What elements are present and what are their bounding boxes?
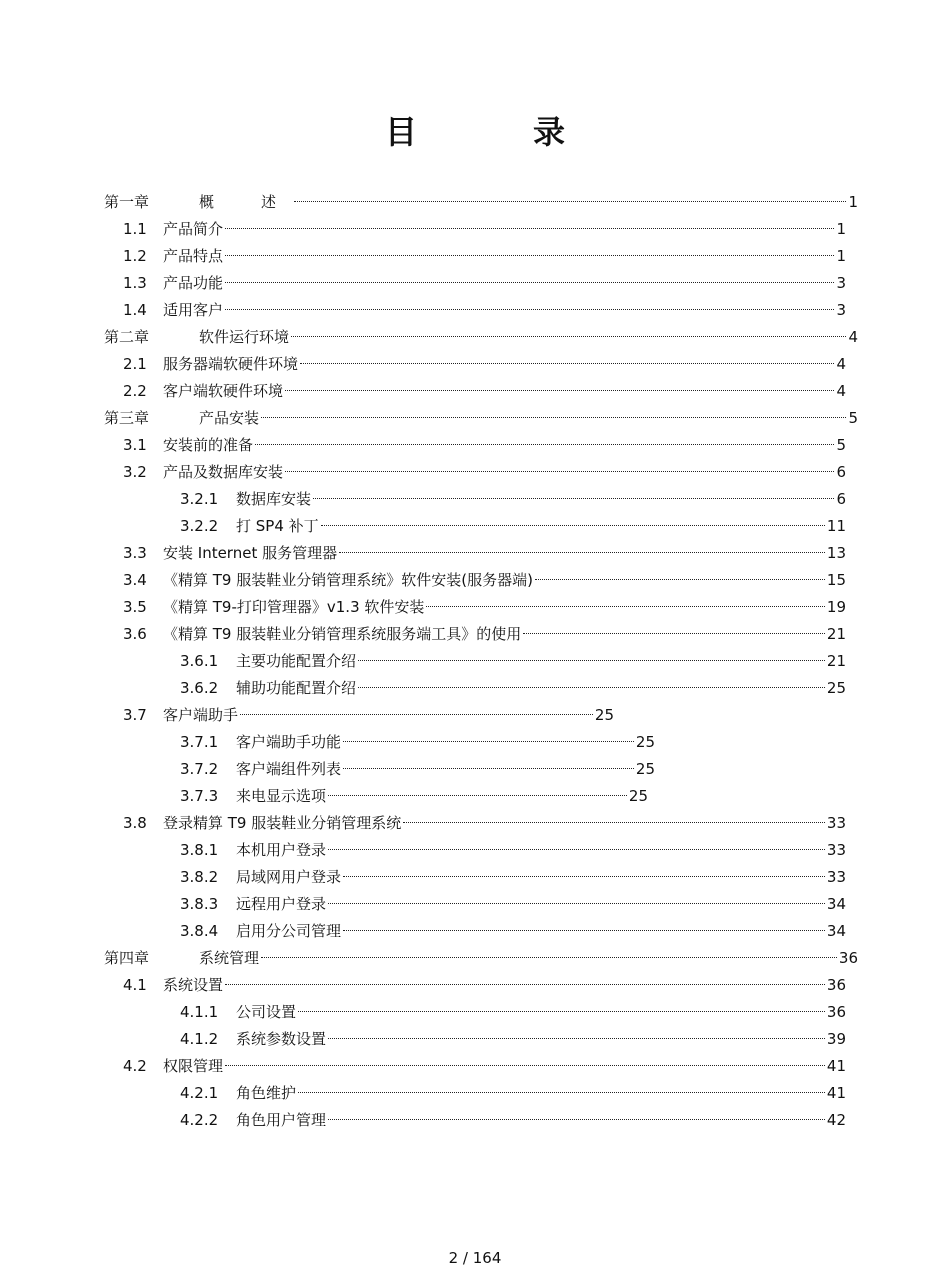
- dot-leader: [285, 374, 834, 396]
- toc-entry-page: 33: [826, 868, 846, 886]
- dot-leader: [298, 1076, 825, 1098]
- toc-entry-title: 局域网用户登录: [236, 868, 342, 886]
- toc-entry-page: 1: [848, 193, 858, 211]
- toc-entry-number: 3.6.2: [180, 679, 219, 697]
- dot-leader: [328, 833, 825, 855]
- toc-entry-number: 3.4: [123, 571, 147, 589]
- toc-entry-number: 4.2: [123, 1057, 147, 1075]
- toc-entry[interactable]: [104, 320, 858, 346]
- toc-entry[interactable]: [123, 293, 846, 319]
- toc-entry-page: 13: [826, 544, 846, 562]
- toc-entry-number: 3.8.2: [180, 868, 219, 886]
- toc-entry[interactable]: [123, 698, 614, 724]
- toc-entry-page: 15: [826, 571, 846, 589]
- dot-leader: [261, 401, 846, 423]
- toc-entry-title: 来电显示选项: [236, 787, 327, 805]
- toc-entry-number: 3.5: [123, 598, 147, 616]
- toc-entry-title: 角色维护: [236, 1084, 297, 1102]
- toc-entry-title: 安装前的准备: [163, 436, 254, 454]
- toc-entry-page: 25: [635, 760, 655, 778]
- dot-leader: [426, 590, 825, 612]
- toc-entry[interactable]: [180, 752, 655, 778]
- toc-entry[interactable]: [123, 347, 846, 373]
- toc-entry-number: 3.7.2: [180, 760, 219, 778]
- toc-entry[interactable]: [123, 536, 846, 562]
- toc-entry-page: 25: [628, 787, 648, 805]
- toc-entry-number: 3.6.1: [180, 652, 219, 670]
- toc-entry-title: 本机用户登录: [236, 841, 327, 859]
- toc-entry-page: 6: [836, 463, 846, 481]
- toc-entry-title: 产品特点: [163, 247, 224, 265]
- toc-entry-page: 3: [836, 274, 846, 292]
- dot-leader: [343, 860, 825, 882]
- toc-entry-page: 42: [826, 1111, 846, 1129]
- toc-entry-number: 3.8.3: [180, 895, 219, 913]
- toc-entry-title: 产品简介: [163, 220, 224, 238]
- dot-leader: [339, 536, 825, 558]
- dot-leader: [328, 887, 825, 909]
- dot-leader: [321, 509, 825, 531]
- toc-entry-page: 25: [635, 733, 655, 751]
- toc-entry-page: 34: [826, 922, 846, 940]
- dot-leader: [535, 563, 825, 585]
- toc-entry-title: 权限管理: [163, 1057, 224, 1075]
- dot-leader: [298, 995, 825, 1017]
- toc-entry[interactable]: [123, 806, 846, 832]
- toc-entry-page: 6: [836, 490, 846, 508]
- toc-entry-number: 3.2: [123, 463, 147, 481]
- dot-leader: [328, 1103, 825, 1125]
- toc-entry-page: 25: [594, 706, 614, 724]
- toc-entry[interactable]: [123, 968, 846, 994]
- toc-entry[interactable]: [123, 266, 846, 292]
- toc-entry-title: 安装 Internet 服务管理器: [163, 544, 338, 562]
- toc-entry-number: 3.8: [123, 814, 147, 832]
- dot-leader: [343, 914, 825, 936]
- toc-entry-number: 3.1: [123, 436, 147, 454]
- toc-entry-title: 主要功能配置介绍: [236, 652, 357, 670]
- toc-entry-page: 25: [826, 679, 846, 697]
- toc-entry-title: 客户端软硬件环境: [163, 382, 284, 400]
- toc-entry-title: 《精算 T9-打印管理器》v1.3 软件安装: [163, 598, 425, 616]
- toc-entry-title: 客户端组件列表: [236, 760, 342, 778]
- dot-leader: [225, 1049, 825, 1071]
- toc-entry-number: 4.1: [123, 976, 147, 994]
- toc-entry-title: 《精算 T9 服装鞋业分销管理系统服务端工具》的使用: [163, 625, 522, 643]
- toc-entry-page: 4: [836, 355, 846, 373]
- toc-entry-number: 3.2.1: [180, 490, 219, 508]
- toc-entry[interactable]: [123, 563, 846, 589]
- toc-entry[interactable]: [180, 1076, 846, 1102]
- toc-entry-number: 3.8.4: [180, 922, 219, 940]
- toc-entry-page: 5: [848, 409, 858, 427]
- dot-leader: [300, 347, 834, 369]
- dot-leader: [261, 941, 837, 963]
- toc-entry[interactable]: [123, 1049, 846, 1075]
- dot-leader: [358, 644, 825, 666]
- toc-entry[interactable]: [123, 617, 846, 643]
- toc-entry-number: 2.1: [123, 355, 147, 373]
- toc-entry-page: 21: [826, 625, 846, 643]
- toc-entry[interactable]: [180, 995, 846, 1021]
- toc-entry[interactable]: [180, 725, 655, 751]
- toc-entry[interactable]: [104, 401, 858, 427]
- dot-leader: [255, 428, 834, 450]
- toc-entry-page: 1: [836, 247, 846, 265]
- dot-leader: [294, 185, 846, 207]
- dot-leader: [343, 752, 634, 774]
- dot-leader: [523, 617, 825, 639]
- toc-entry-number: 第三章: [104, 409, 150, 427]
- toc-entry-page: 33: [826, 814, 846, 832]
- toc-entry[interactable]: [104, 185, 858, 211]
- toc-entry[interactable]: [180, 887, 846, 913]
- dot-leader: [313, 482, 834, 504]
- dot-leader: [225, 968, 825, 990]
- toc-entry-number: 1.4: [123, 301, 147, 319]
- toc-entry-title: 服务器端软硬件环境: [163, 355, 299, 373]
- toc-entry-title: 《精算 T9 服装鞋业分销管理系统》软件安装(服务器端): [163, 571, 533, 589]
- toc-entry[interactable]: [180, 671, 846, 697]
- toc-entry-page: 4: [836, 382, 846, 400]
- toc-entry[interactable]: [123, 590, 846, 616]
- toc-entry-title: 远程用户登录: [236, 895, 327, 913]
- toc-entry-title: 公司设置: [236, 1003, 297, 1021]
- dot-leader: [225, 293, 834, 315]
- dot-leader: [291, 320, 846, 342]
- dot-leader: [225, 266, 834, 288]
- toc-entry-page: 33: [826, 841, 846, 859]
- toc-entry-page: 5: [836, 436, 846, 454]
- toc-entry[interactable]: [180, 833, 846, 859]
- toc-entry-title: 产品功能: [163, 274, 224, 292]
- toc-entry[interactable]: [180, 1022, 846, 1048]
- toc-entry-page: 39: [826, 1030, 846, 1048]
- toc-entry-title: 系统管理: [199, 949, 260, 967]
- dot-leader: [358, 671, 825, 693]
- toc-entry-page: 4: [848, 328, 858, 346]
- toc-entry[interactable]: [123, 455, 846, 481]
- toc-entry[interactable]: [123, 374, 846, 400]
- toc-entry-number: 3.6: [123, 625, 147, 643]
- toc-entry-page: 36: [826, 1003, 846, 1021]
- toc-entry-title: 适用客户: [163, 301, 224, 319]
- toc-entry-number: 1.1: [123, 220, 147, 238]
- toc-entry-page: 41: [826, 1084, 846, 1102]
- toc-entry-number: 第一章: [104, 193, 150, 211]
- toc-entry-page: 21: [826, 652, 846, 670]
- toc-entry-number: 1.3: [123, 274, 147, 292]
- toc-entry-number: 4.2.2: [180, 1111, 219, 1129]
- toc-entry[interactable]: [180, 644, 846, 670]
- dot-leader: [403, 806, 825, 828]
- toc-entry[interactable]: [180, 779, 648, 805]
- toc-entry-page: 11: [826, 517, 846, 535]
- toc-entry[interactable]: [180, 860, 846, 886]
- toc-entry-title: 系统参数设置: [236, 1030, 327, 1048]
- toc-entry-number: 3.3: [123, 544, 147, 562]
- toc-entry-title: 产品及数据库安装: [163, 463, 284, 481]
- dot-leader: [225, 212, 834, 234]
- toc-entry[interactable]: [123, 239, 846, 265]
- dot-leader: [285, 455, 834, 477]
- toc-entry[interactable]: [180, 914, 846, 940]
- toc-entry-title: 客户端助手: [163, 706, 239, 724]
- toc-entry-number: 3.8.1: [180, 841, 219, 859]
- dot-leader: [225, 239, 834, 261]
- toc-entry-number: 2.2: [123, 382, 147, 400]
- toc-entry-title: 辅助功能配置介绍: [236, 679, 357, 697]
- toc-entry-page: 19: [826, 598, 846, 616]
- toc-entry-title: 角色用户管理: [236, 1111, 327, 1129]
- toc-entry-number: 第二章: [104, 328, 150, 346]
- toc-entry-title: 产品安装: [199, 409, 260, 427]
- dot-leader: [328, 779, 627, 801]
- toc-entry-page: 34: [826, 895, 846, 913]
- page-title: 目 录: [384, 113, 607, 151]
- toc-entry-page: 1: [836, 220, 846, 238]
- toc-entry-page: 36: [826, 976, 846, 994]
- toc-entry-page: 41: [826, 1057, 846, 1075]
- toc-entry-title: 客户端助手功能: [236, 733, 342, 751]
- toc-entry-number: 1.2: [123, 247, 147, 265]
- toc-entry-title: 软件运行环境: [199, 328, 290, 346]
- toc-entry-number: 3.2.2: [180, 517, 219, 535]
- toc-entry-title: 概 述: [199, 193, 293, 211]
- toc-entry[interactable]: [180, 509, 846, 535]
- toc-entry-number: 3.7.1: [180, 733, 219, 751]
- dot-leader: [343, 725, 634, 747]
- toc-entry-page: 3: [836, 301, 846, 319]
- toc-entry-title: 数据库安装: [236, 490, 312, 508]
- toc-entry-number: 3.7.3: [180, 787, 219, 805]
- toc-entry-title: 登录精算 T9 服装鞋业分销管理系统: [163, 814, 402, 832]
- toc-entry-number: 第四章: [104, 949, 150, 967]
- toc-entry-title: 打 SP4 补丁: [236, 517, 319, 535]
- page-indicator: 2 / 164: [448, 1249, 502, 1267]
- toc-entry[interactable]: [180, 482, 846, 508]
- toc-entry-number: 3.7: [123, 706, 147, 724]
- dot-leader: [240, 698, 593, 720]
- toc-entry-number: 4.2.1: [180, 1084, 219, 1102]
- toc-entry[interactable]: [123, 428, 846, 454]
- toc-entry[interactable]: [123, 212, 846, 238]
- toc-entry-title: 系统设置: [163, 976, 224, 994]
- toc-entry-number: 4.1.2: [180, 1030, 219, 1048]
- toc-entry-title: 启用分公司管理: [236, 922, 342, 940]
- toc-entry-page: 36: [838, 949, 858, 967]
- dot-leader: [328, 1022, 825, 1044]
- toc-entry[interactable]: [180, 1103, 846, 1129]
- toc-entry-number: 4.1.1: [180, 1003, 219, 1021]
- toc-entry[interactable]: [104, 941, 858, 967]
